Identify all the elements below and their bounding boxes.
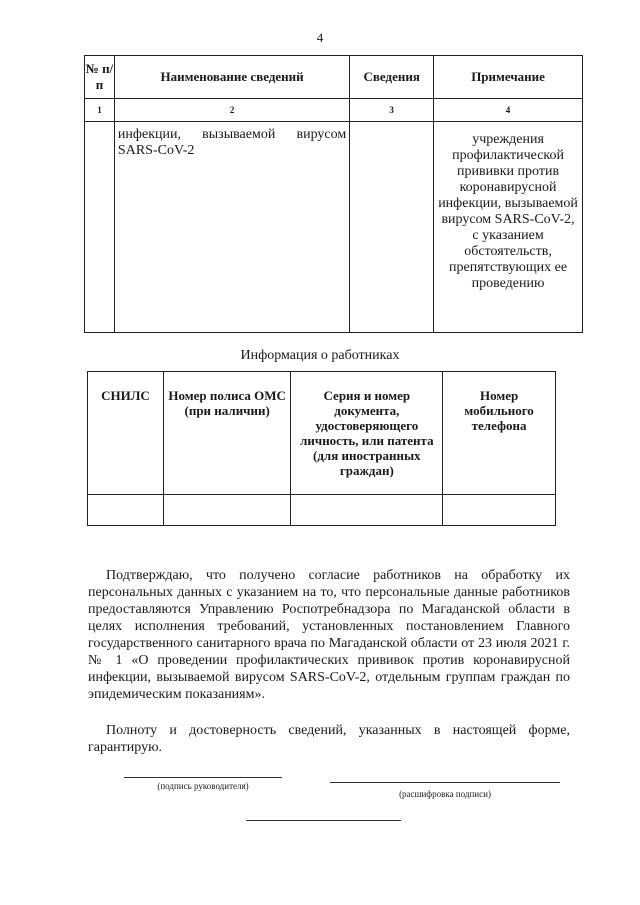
table-row: [85, 122, 583, 333]
row-num-cell: [85, 122, 115, 333]
cell-snils: [88, 495, 164, 526]
header-num: № п/п: [85, 56, 115, 99]
workers-table-header: [88, 372, 556, 495]
header-document: Серия и номер документа, удостоверяющего личность, или патента (для иностранных граждан): [291, 372, 443, 495]
row-name-cell: инфекции, вызываемой вирусом SARS-CoV-2: [114, 122, 349, 333]
cell-oms: [163, 495, 291, 526]
header-snils: СНИЛС: [88, 372, 164, 495]
head-signature-line: [124, 777, 282, 778]
row-note-cell: учреждения профилактической прививки против коронавирусной инфекции, вызываемой вирусом SARS-CoV-2, с указанием обстоятельств, препятствующих ее проведению: [434, 122, 583, 333]
page-number: 4: [316, 30, 324, 45]
header-note: Примечание: [434, 56, 583, 99]
header-phone: Номер мобильного телефона: [443, 372, 556, 495]
head-signature-label: (подпись руководителя): [157, 781, 249, 791]
header-value: Сведения: [350, 56, 434, 99]
header-name: Наименование сведений: [114, 56, 349, 99]
workers-table: [87, 371, 556, 526]
consent-paragraph: Подтверждаю, что получено согласие работников на обработку их персональных данных с указанием на то, что персональные данные работников предоставляются Управлению Роспотребнадзора по Магаданской области в целях исполнения требований, установленных постановлением Главного государственного санитарного врача по Магаданской области от 23 июля 2021 г. № 1 «О проведении профилактических прививок против коронавирусной инфекции, вызываемой вирусом SARS-CoV-2, отдельным группам граждан по эпидемическим показаниям».: [88, 568, 570, 702]
info-table-header: [85, 56, 583, 99]
bottom-divider: [246, 820, 401, 821]
column-number: 4: [434, 99, 583, 122]
column-number: 1: [85, 99, 115, 122]
signature-decode-label: (расшифровка подписи): [399, 789, 491, 799]
cell-document: [291, 495, 443, 526]
workers-section-title: Информация о работниках: [240, 348, 400, 363]
column-number: 2: [114, 99, 349, 122]
signature-decode-line: [330, 782, 560, 783]
column-numbers-row: [85, 99, 583, 122]
column-number: 3: [350, 99, 434, 122]
cell-phone: [443, 495, 556, 526]
guarantee-paragraph: Полноту и достоверность сведений, указанных в настоящей форме, гарантирую.: [88, 723, 570, 755]
row-value-cell: [350, 122, 434, 333]
header-oms: Номер полиса ОМС (при наличии): [163, 372, 291, 495]
table-row: [88, 495, 556, 526]
info-table: [84, 55, 583, 333]
